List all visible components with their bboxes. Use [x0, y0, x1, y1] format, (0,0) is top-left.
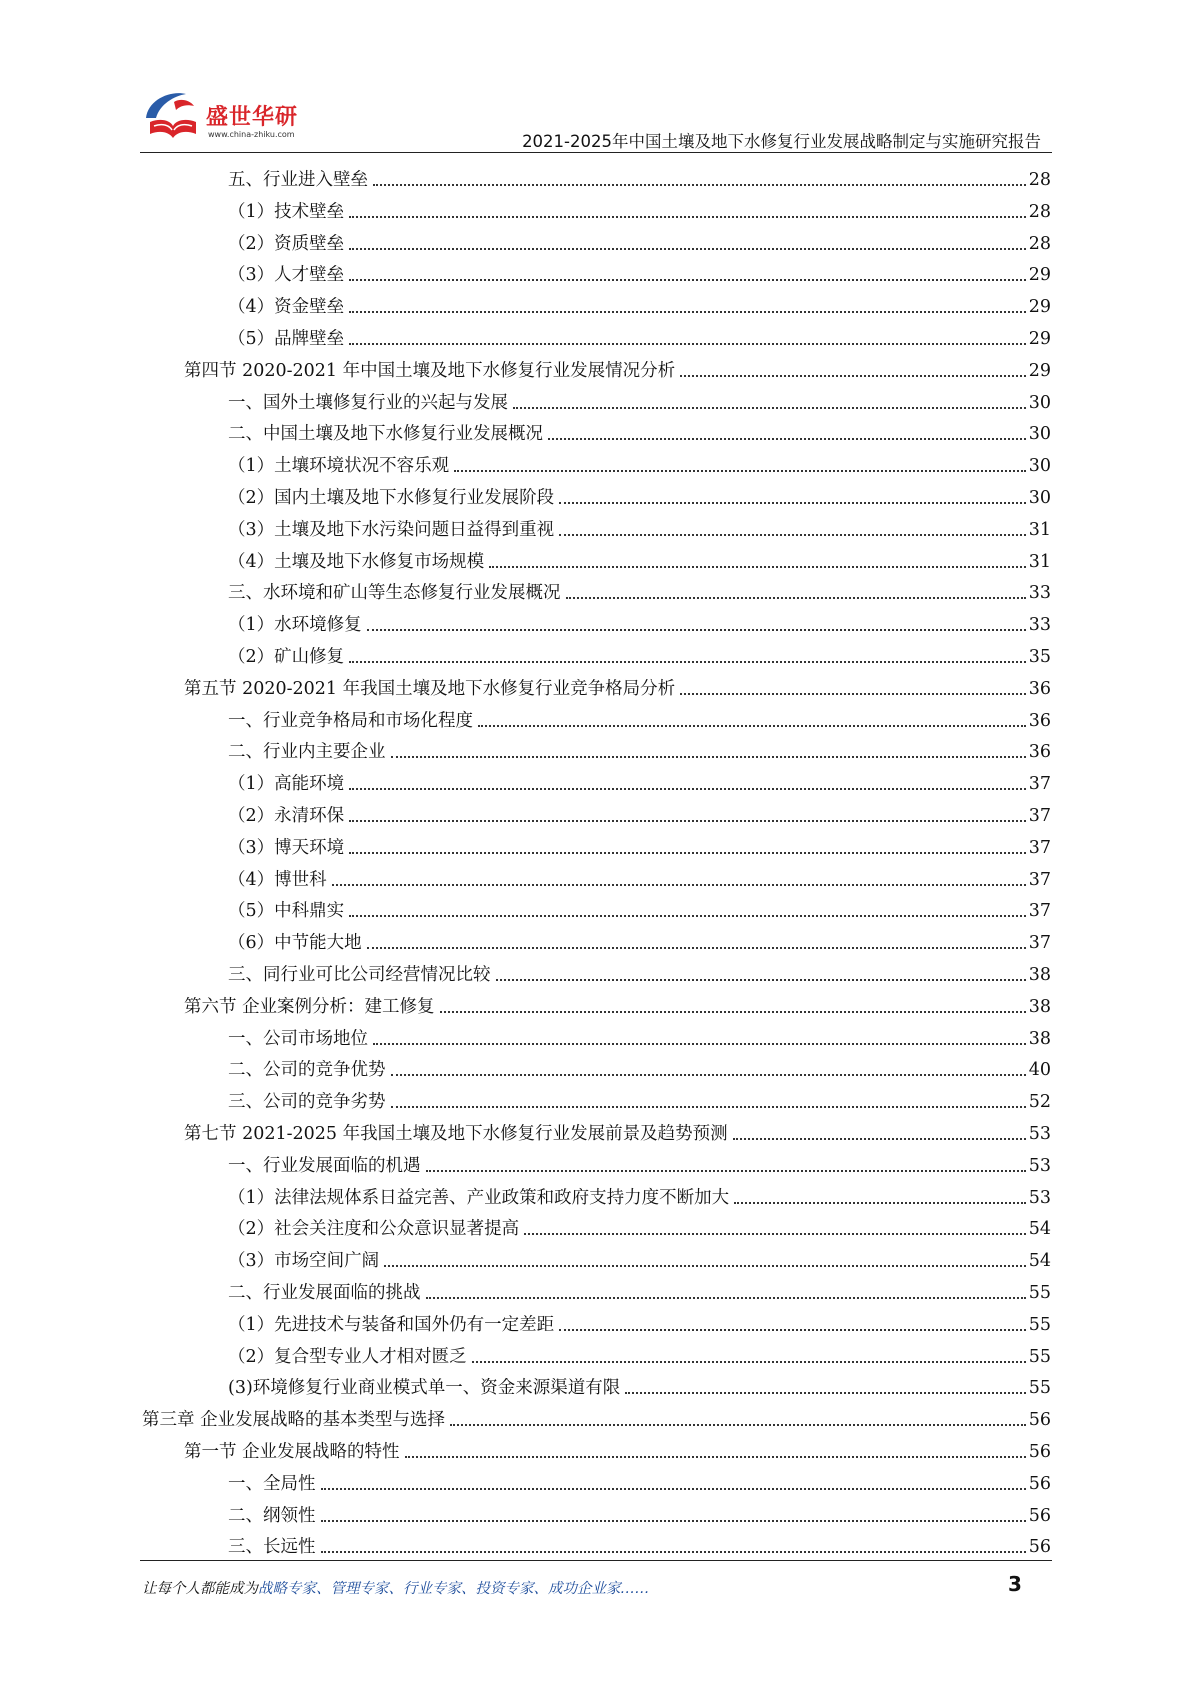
toc-entry-title: （4）博世科 — [228, 869, 327, 890]
toc-entry[interactable] — [228, 1529, 1051, 1559]
toc-entry-page: 37 — [1028, 774, 1051, 795]
toc-entry-page: 30 — [1028, 488, 1051, 508]
toc-entry-page: 38 — [1028, 1028, 1051, 1049]
toc-entry-title: 一、行业竞争格局和市场化程度 — [228, 710, 473, 731]
toc-entry-title: 二、行业发展面临的挑战 — [228, 1283, 421, 1303]
toc-entry-title: （5）品牌壁垒 — [228, 329, 345, 349]
toc-entry[interactable] — [228, 703, 1051, 733]
page-header — [0, 0, 1191, 160]
toc-entry-title: （2）国内土壤及地下水修复行业发展阶段 — [228, 488, 555, 508]
toc-entry[interactable] — [228, 957, 1051, 987]
toc-entry[interactable] — [228, 1084, 1051, 1114]
toc-entry-page: 33 — [1028, 615, 1051, 636]
toc-entry-page: 56 — [1028, 1473, 1051, 1494]
toc-entry[interactable] — [228, 480, 1051, 510]
toc-entry-title: 第七节 2021-2025 年我国土壤及地下水修复行业发展前景及趋势预测 — [184, 1124, 728, 1144]
toc-entry-page: 35 — [1028, 647, 1051, 667]
toc-dot-leader — [349, 852, 1026, 854]
toc-entry-page: 37 — [1028, 806, 1051, 826]
toc-entry[interactable] — [228, 1498, 1051, 1528]
toc-entry-title: 第四节 2020-2021 年中国土壤及地下水修复行业发展情况分析 — [184, 360, 676, 381]
toc-entry-title: （1）水环境修复 — [228, 615, 362, 636]
toc-entry-page: 53 — [1028, 1155, 1051, 1176]
toc-entry-title: （3）市场空间广阔 — [228, 1251, 380, 1272]
toc-entry-page: 29 — [1028, 265, 1051, 286]
toc-entry[interactable] — [228, 1052, 1051, 1082]
toc-entry-title: 三、公司的竞争劣势 — [228, 1092, 386, 1113]
toc-entry-title: （3）人才壁垒 — [228, 265, 345, 286]
toc-dot-leader — [559, 502, 1026, 504]
report-title: 2021-2025年中国土壤及地下水修复行业发展战略制定与实施研究报告 — [522, 132, 1041, 151]
toc-dot-leader — [733, 1138, 1026, 1140]
toc-dot-leader — [349, 248, 1026, 250]
toc-entry-title: （1）先进技术与装备和国外仍有一定差距 — [228, 1314, 555, 1335]
toc-entry-title: 一、国外土壤修复行业的兴起与发展 — [228, 392, 508, 413]
toc-entry-page: 40 — [1028, 1060, 1051, 1081]
toc-entry-page: 28 — [1028, 201, 1051, 222]
toc-entry[interactable] — [228, 639, 1051, 669]
toc-dot-leader — [405, 1456, 1026, 1458]
toc-entry-title: 三、长远性 — [228, 1537, 316, 1558]
toc-dot-leader — [559, 534, 1026, 536]
toc-entry-page: 30 — [1028, 392, 1051, 413]
toc-dot-leader — [384, 1265, 1026, 1267]
toc-entry-title: 一、行业发展面临的机遇 — [228, 1155, 421, 1176]
toc-dot-leader — [496, 979, 1026, 981]
logo-url: www.china-zhiku.com — [208, 130, 295, 139]
toc-entry[interactable] — [228, 162, 1051, 192]
header-divider — [140, 152, 1052, 153]
toc-entry-title: （2）永清环保 — [228, 806, 345, 826]
toc-entry[interactable] — [228, 734, 1051, 764]
toc-entry-title: 三、同行业可比公司经营情况比较 — [228, 965, 491, 985]
company-logo — [140, 88, 330, 148]
toc-dot-leader — [349, 216, 1026, 218]
toc-entry[interactable] — [228, 289, 1051, 319]
toc-entry[interactable] — [228, 321, 1051, 351]
toc-entry-page: 36 — [1028, 678, 1051, 699]
toc-entry[interactable] — [228, 416, 1051, 446]
toc-entry[interactable] — [228, 1243, 1051, 1273]
toc-entry[interactable] — [228, 1307, 1051, 1337]
toc-entry[interactable] — [228, 1211, 1051, 1241]
toc-dot-leader — [734, 1202, 1026, 1204]
toc-dot-leader — [349, 311, 1026, 313]
toc-entry-title: （2）社会关注度和公众意识显著提高 — [228, 1219, 520, 1240]
toc-dot-leader — [321, 1520, 1026, 1522]
toc-entry-page: 29 — [1028, 297, 1051, 318]
toc-entry[interactable] — [228, 607, 1051, 637]
toc-entry-page: 55 — [1028, 1378, 1051, 1399]
toc-entry[interactable] — [228, 862, 1051, 892]
toc-entry-page: 38 — [1028, 965, 1051, 985]
toc-dot-leader — [349, 915, 1026, 917]
toc-entry[interactable] — [142, 1402, 1051, 1432]
toc-entry-page: 28 — [1028, 233, 1051, 254]
toc-entry[interactable] — [228, 385, 1051, 415]
slogan-prefix: 让每个人都能成为 — [142, 1581, 258, 1597]
toc-entry[interactable] — [228, 257, 1051, 287]
toc-entry-title: 二、中国土壤及地下水修复行业发展概况 — [228, 424, 543, 445]
toc-entry-page: 30 — [1028, 424, 1051, 445]
toc-dot-leader — [450, 1424, 1026, 1426]
toc-entry-title: 第六节 企业案例分析：建工修复 — [184, 996, 435, 1017]
slogan-highlight: 战略专家、管理专家、行业专家、投资专家、成功企业家…… — [258, 1581, 650, 1597]
toc-dot-leader — [332, 884, 1026, 886]
toc-dot-leader — [426, 1297, 1026, 1299]
toc-entry-title: （3）博天环境 — [228, 837, 345, 858]
toc-entry-page: 54 — [1028, 1219, 1051, 1240]
toc-dot-leader — [426, 1170, 1026, 1172]
toc-dot-leader — [349, 279, 1026, 281]
toc-dot-leader — [559, 1329, 1026, 1331]
toc-entry-title: 二、公司的竞争优势 — [228, 1060, 386, 1081]
toc-dot-leader — [391, 1106, 1026, 1108]
toc-entry[interactable] — [184, 989, 1051, 1019]
toc-entry[interactable] — [228, 1370, 1051, 1400]
toc-entry[interactable] — [228, 512, 1051, 542]
toc-entry[interactable] — [228, 1466, 1051, 1496]
toc-dot-leader — [680, 693, 1026, 695]
toc-dot-leader — [349, 343, 1026, 345]
toc-dot-leader — [513, 407, 1026, 409]
toc-entry-page: 55 — [1028, 1346, 1051, 1367]
logo-brand-name: 盛世华研 — [206, 105, 299, 130]
toc-entry-page: 54 — [1028, 1251, 1051, 1272]
toc-entry-page: 53 — [1028, 1187, 1051, 1208]
toc-dot-leader — [472, 1361, 1026, 1363]
toc-entry-title: （1）法律法规体系日益完善、产业政策和政府支持力度不断加大 — [228, 1187, 730, 1208]
toc-entry-page: 33 — [1028, 583, 1051, 604]
toc-entry-title: （4）资金壁垒 — [228, 297, 345, 318]
toc-entry[interactable] — [228, 893, 1051, 923]
toc-dot-leader — [548, 438, 1026, 440]
toc-entry[interactable] — [228, 226, 1051, 256]
toc-entry-page: 55 — [1028, 1314, 1051, 1335]
toc-entry-page: 38 — [1028, 996, 1051, 1017]
toc-entry[interactable] — [184, 1116, 1051, 1146]
footer-divider — [140, 1560, 1052, 1561]
toc-entry-title: 第三章 企业发展战略的基本类型与选择 — [142, 1410, 446, 1431]
toc-entry-page: 36 — [1028, 710, 1051, 731]
toc-dot-leader — [524, 1233, 1026, 1235]
toc-entry-page: 37 — [1028, 933, 1051, 954]
toc-dot-leader — [440, 1011, 1026, 1013]
toc-entry-page: 37 — [1028, 837, 1051, 858]
logo-book-icon — [140, 88, 206, 146]
toc-entry-title: （4）土壤及地下水修复市场规模 — [228, 551, 485, 572]
toc-dot-leader — [489, 566, 1026, 568]
toc-entry-page: 30 — [1028, 456, 1051, 477]
toc-entry[interactable] — [228, 830, 1051, 860]
toc-entry-page: 37 — [1028, 901, 1051, 922]
toc-entry-page: 56 — [1028, 1505, 1051, 1526]
toc-entry-title: 二、纲领性 — [228, 1505, 316, 1526]
toc-entry-page: 28 — [1028, 170, 1051, 190]
toc-dot-leader — [349, 788, 1026, 790]
toc-entry[interactable] — [184, 671, 1051, 701]
toc-entry[interactable] — [184, 1434, 1051, 1464]
toc-dot-leader — [478, 725, 1026, 727]
toc-entry[interactable] — [228, 575, 1051, 605]
toc-entry-title: （3）土壤及地下水污染问题日益得到重视 — [228, 519, 555, 540]
toc-entry-page: 37 — [1028, 869, 1051, 890]
toc-entry[interactable] — [228, 1275, 1051, 1305]
toc-dot-leader — [454, 470, 1026, 472]
toc-entry-page: 53 — [1028, 1124, 1051, 1144]
toc-entry[interactable] — [228, 448, 1051, 478]
toc-entry-title: （1）土壤环境状况不容乐观 — [228, 456, 450, 477]
toc-entry[interactable] — [228, 925, 1051, 955]
toc-dot-leader — [373, 184, 1026, 186]
toc-entry-title: （5）中科鼎实 — [228, 901, 345, 922]
toc-entry-title: 三、水环境和矿山等生态修复行业发展概况 — [228, 583, 561, 604]
toc-entry-title: 一、全局性 — [228, 1473, 316, 1494]
toc-entry-page: 55 — [1028, 1283, 1051, 1303]
toc-entry-title: （2）矿山修复 — [228, 647, 345, 667]
toc-entry[interactable] — [228, 1021, 1051, 1051]
toc-entry-page: 36 — [1028, 742, 1051, 763]
toc-dot-leader — [349, 661, 1026, 663]
toc-dot-leader — [391, 1074, 1026, 1076]
toc-dot-leader — [373, 1043, 1026, 1045]
toc-entry-page: 56 — [1028, 1410, 1051, 1431]
toc-entry-title: （1）高能环境 — [228, 774, 345, 795]
toc-dot-leader — [321, 1551, 1026, 1553]
toc-entry-title: 一、公司市场地位 — [228, 1028, 368, 1049]
toc-dot-leader — [321, 1488, 1026, 1490]
toc-entry-title: 第五节 2020-2021 年我国土壤及地下水修复行业竞争格局分析 — [184, 678, 676, 699]
toc-entry-title: 五、行业进入壁垒 — [228, 170, 368, 190]
toc-entry-page: 31 — [1028, 551, 1051, 572]
toc-entry-title: （6）中节能大地 — [228, 933, 362, 954]
toc-entry-page: 56 — [1028, 1442, 1051, 1462]
toc-entry[interactable] — [228, 798, 1051, 828]
footer-slogan — [142, 1577, 650, 1598]
toc-dot-leader — [391, 756, 1026, 758]
toc-entry[interactable] — [228, 766, 1051, 796]
toc-entry[interactable] — [228, 1180, 1051, 1210]
toc-dot-leader — [367, 629, 1026, 631]
toc-dot-leader — [566, 597, 1026, 599]
toc-entry-title: 二、行业内主要企业 — [228, 742, 386, 763]
toc-entry[interactable] — [228, 1339, 1051, 1369]
page-number: 3 — [1008, 1572, 1022, 1596]
toc-dot-leader — [680, 375, 1026, 377]
toc-entry[interactable] — [228, 194, 1051, 224]
toc-entry-title: （2）资质壁垒 — [228, 233, 345, 254]
toc-entry[interactable] — [184, 353, 1051, 383]
toc-entry-page: 29 — [1028, 360, 1051, 381]
toc-dot-leader — [349, 820, 1026, 822]
toc-entry-title: (3)环境修复行业商业模式单一、资金来源渠道有限 — [228, 1378, 621, 1399]
toc-dot-leader — [367, 947, 1026, 949]
toc-dot-leader — [625, 1392, 1025, 1394]
toc-entry-title: （2）复合型专业人才相对匮乏 — [228, 1346, 467, 1367]
toc-entry-page: 56 — [1028, 1537, 1051, 1558]
toc-entry-title: 第一节 企业发展战略的特性 — [184, 1442, 400, 1462]
toc-entry-page: 52 — [1028, 1092, 1051, 1113]
toc-entry-title: （1）技术壁垒 — [228, 201, 345, 222]
toc-entry[interactable] — [228, 544, 1051, 574]
toc-entry[interactable] — [228, 1148, 1051, 1178]
toc-entry-page: 29 — [1028, 329, 1051, 349]
toc-entry-page: 31 — [1028, 519, 1051, 540]
